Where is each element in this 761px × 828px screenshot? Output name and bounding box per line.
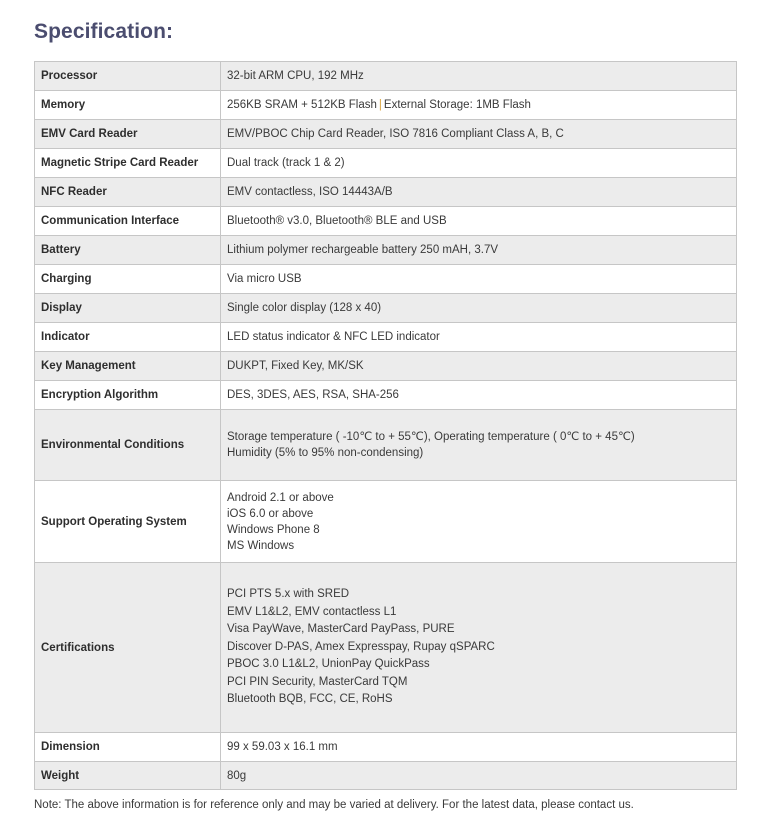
spec-value-line: PCI PTS 5.x with SRED (227, 588, 350, 601)
spec-label: Weight (35, 762, 221, 790)
spec-row-weight (35, 762, 737, 790)
specification-table (34, 61, 737, 790)
spec-value-line: DES, 3DES, AES, RSA, SHA-256 (227, 389, 399, 401)
spec-row-charging (35, 265, 737, 294)
spec-row-battery (35, 236, 737, 265)
spec-value-line: 99 x 59.03 x 16.1 mm (227, 741, 338, 753)
spec-value-line: Storage temperature ( -10℃ to + 55℃), Operating temperature ( 0℃ to + 45℃) (227, 431, 635, 443)
spec-label: EMV Card Reader (35, 120, 221, 149)
spec-value (221, 62, 737, 91)
spec-row-memory (35, 91, 737, 120)
spec-value-line: LED status indicator & NFC LED indicator (227, 331, 440, 343)
spec-row-key-management (35, 352, 737, 381)
spec-value-line: Humidity (5% to 95% non-condensing) (227, 447, 424, 459)
spec-value-line: EMV L1&L2, EMV contactless L1 (227, 605, 397, 618)
spec-value-line: 80g (227, 769, 247, 782)
spec-value-line: Discover D-PAS, Amex Expresspay, Rupay qSPARC (227, 640, 495, 653)
spec-label: Processor (35, 62, 221, 91)
spec-value (221, 733, 737, 762)
spec-value (221, 120, 737, 149)
spec-value (221, 762, 737, 790)
spec-label: Charging (35, 265, 221, 294)
spec-label: Display (35, 294, 221, 323)
spec-row-nfc-reader (35, 178, 737, 207)
spec-value-line: Dual track (track 1 & 2) (227, 157, 345, 169)
disclaimer-note: Note: The above information is for reference only and may be varied at delivery. For the latest data, please contact us. (34, 799, 634, 811)
spec-label: Communication Interface (35, 207, 221, 236)
spec-label: Key Management (35, 352, 221, 381)
spec-value (221, 149, 737, 178)
spec-label: Battery (35, 236, 221, 265)
spec-label: Environmental Conditions (35, 410, 221, 481)
spec-value-part: 256KB SRAM + 512KB Flash (227, 99, 377, 111)
spec-value-line: Via micro USB (227, 273, 302, 285)
spec-row-encryption-algorithm (35, 381, 737, 410)
spec-value-line: PBOC 3.0 L1&L2, UnionPay QuickPass (227, 658, 430, 671)
spec-value-part: External Storage: 1MB Flash (383, 99, 531, 111)
spec-value (221, 323, 737, 352)
spec-value-line: Android 2.1 or above (227, 491, 334, 504)
spec-value (221, 236, 737, 265)
spec-label: Memory (35, 91, 221, 120)
spec-value (221, 410, 737, 481)
spec-row-display (35, 294, 737, 323)
spec-value (221, 563, 737, 733)
spec-label: Support Operating System (35, 481, 221, 563)
spec-label: Magnetic Stripe Card Reader (35, 149, 221, 178)
spec-value (221, 352, 737, 381)
spec-value (221, 294, 737, 323)
spec-value (221, 481, 737, 563)
separator-bar: | (378, 99, 382, 111)
spec-value-line: Lithium polymer rechargeable battery 250 mAH, 3.7V (227, 244, 499, 256)
page-title: Specification: (34, 20, 174, 43)
spec-row-processor (35, 62, 737, 91)
spec-label: Encryption Algorithm (35, 381, 221, 410)
spec-row-communication-interface (35, 207, 737, 236)
spec-row-dimension (35, 733, 737, 762)
spec-row-emv-card-reader (35, 120, 737, 149)
spec-label: Dimension (35, 733, 221, 762)
spec-value-line: Windows Phone 8 (227, 523, 320, 536)
spec-value-line: EMV contactless, ISO 14443A/B (227, 186, 393, 198)
spec-value-line: DUKPT, Fixed Key, MK/SK (227, 360, 364, 372)
spec-value (221, 178, 737, 207)
spec-value-line: PCI PIN Security, MasterCard TQM (227, 675, 408, 688)
spec-value-line: MS Windows (227, 539, 295, 552)
spec-value (221, 91, 737, 120)
spec-value (221, 207, 737, 236)
spec-label: Certifications (35, 563, 221, 733)
spec-row-environmental-conditions (35, 410, 737, 481)
spec-row-magnetic-stripe-card-reader (35, 149, 737, 178)
spec-value-line: iOS 6.0 or above (227, 507, 314, 520)
spec-value-line: 32-bit ARM CPU, 192 MHz (227, 70, 364, 82)
spec-value (221, 265, 737, 294)
spec-value-line: Visa PayWave, MasterCard PayPass, PURE (227, 623, 455, 636)
spec-label: NFC Reader (35, 178, 221, 207)
spec-value-line: Bluetooth BQB, FCC, CE, RoHS (227, 693, 393, 706)
spec-value-line: Bluetooth® v3.0, Bluetooth® BLE and USB (227, 215, 447, 227)
spec-label: Indicator (35, 323, 221, 352)
spec-value (221, 381, 737, 410)
spec-row-support-operating-system (35, 481, 737, 563)
spec-value-line: EMV/PBOC Chip Card Reader, ISO 7816 Compliant Class A, B, C (227, 128, 564, 140)
spec-row-indicator (35, 323, 737, 352)
spec-value-line: Single color display (128 x 40) (227, 302, 382, 314)
spec-row-certifications (35, 563, 737, 733)
